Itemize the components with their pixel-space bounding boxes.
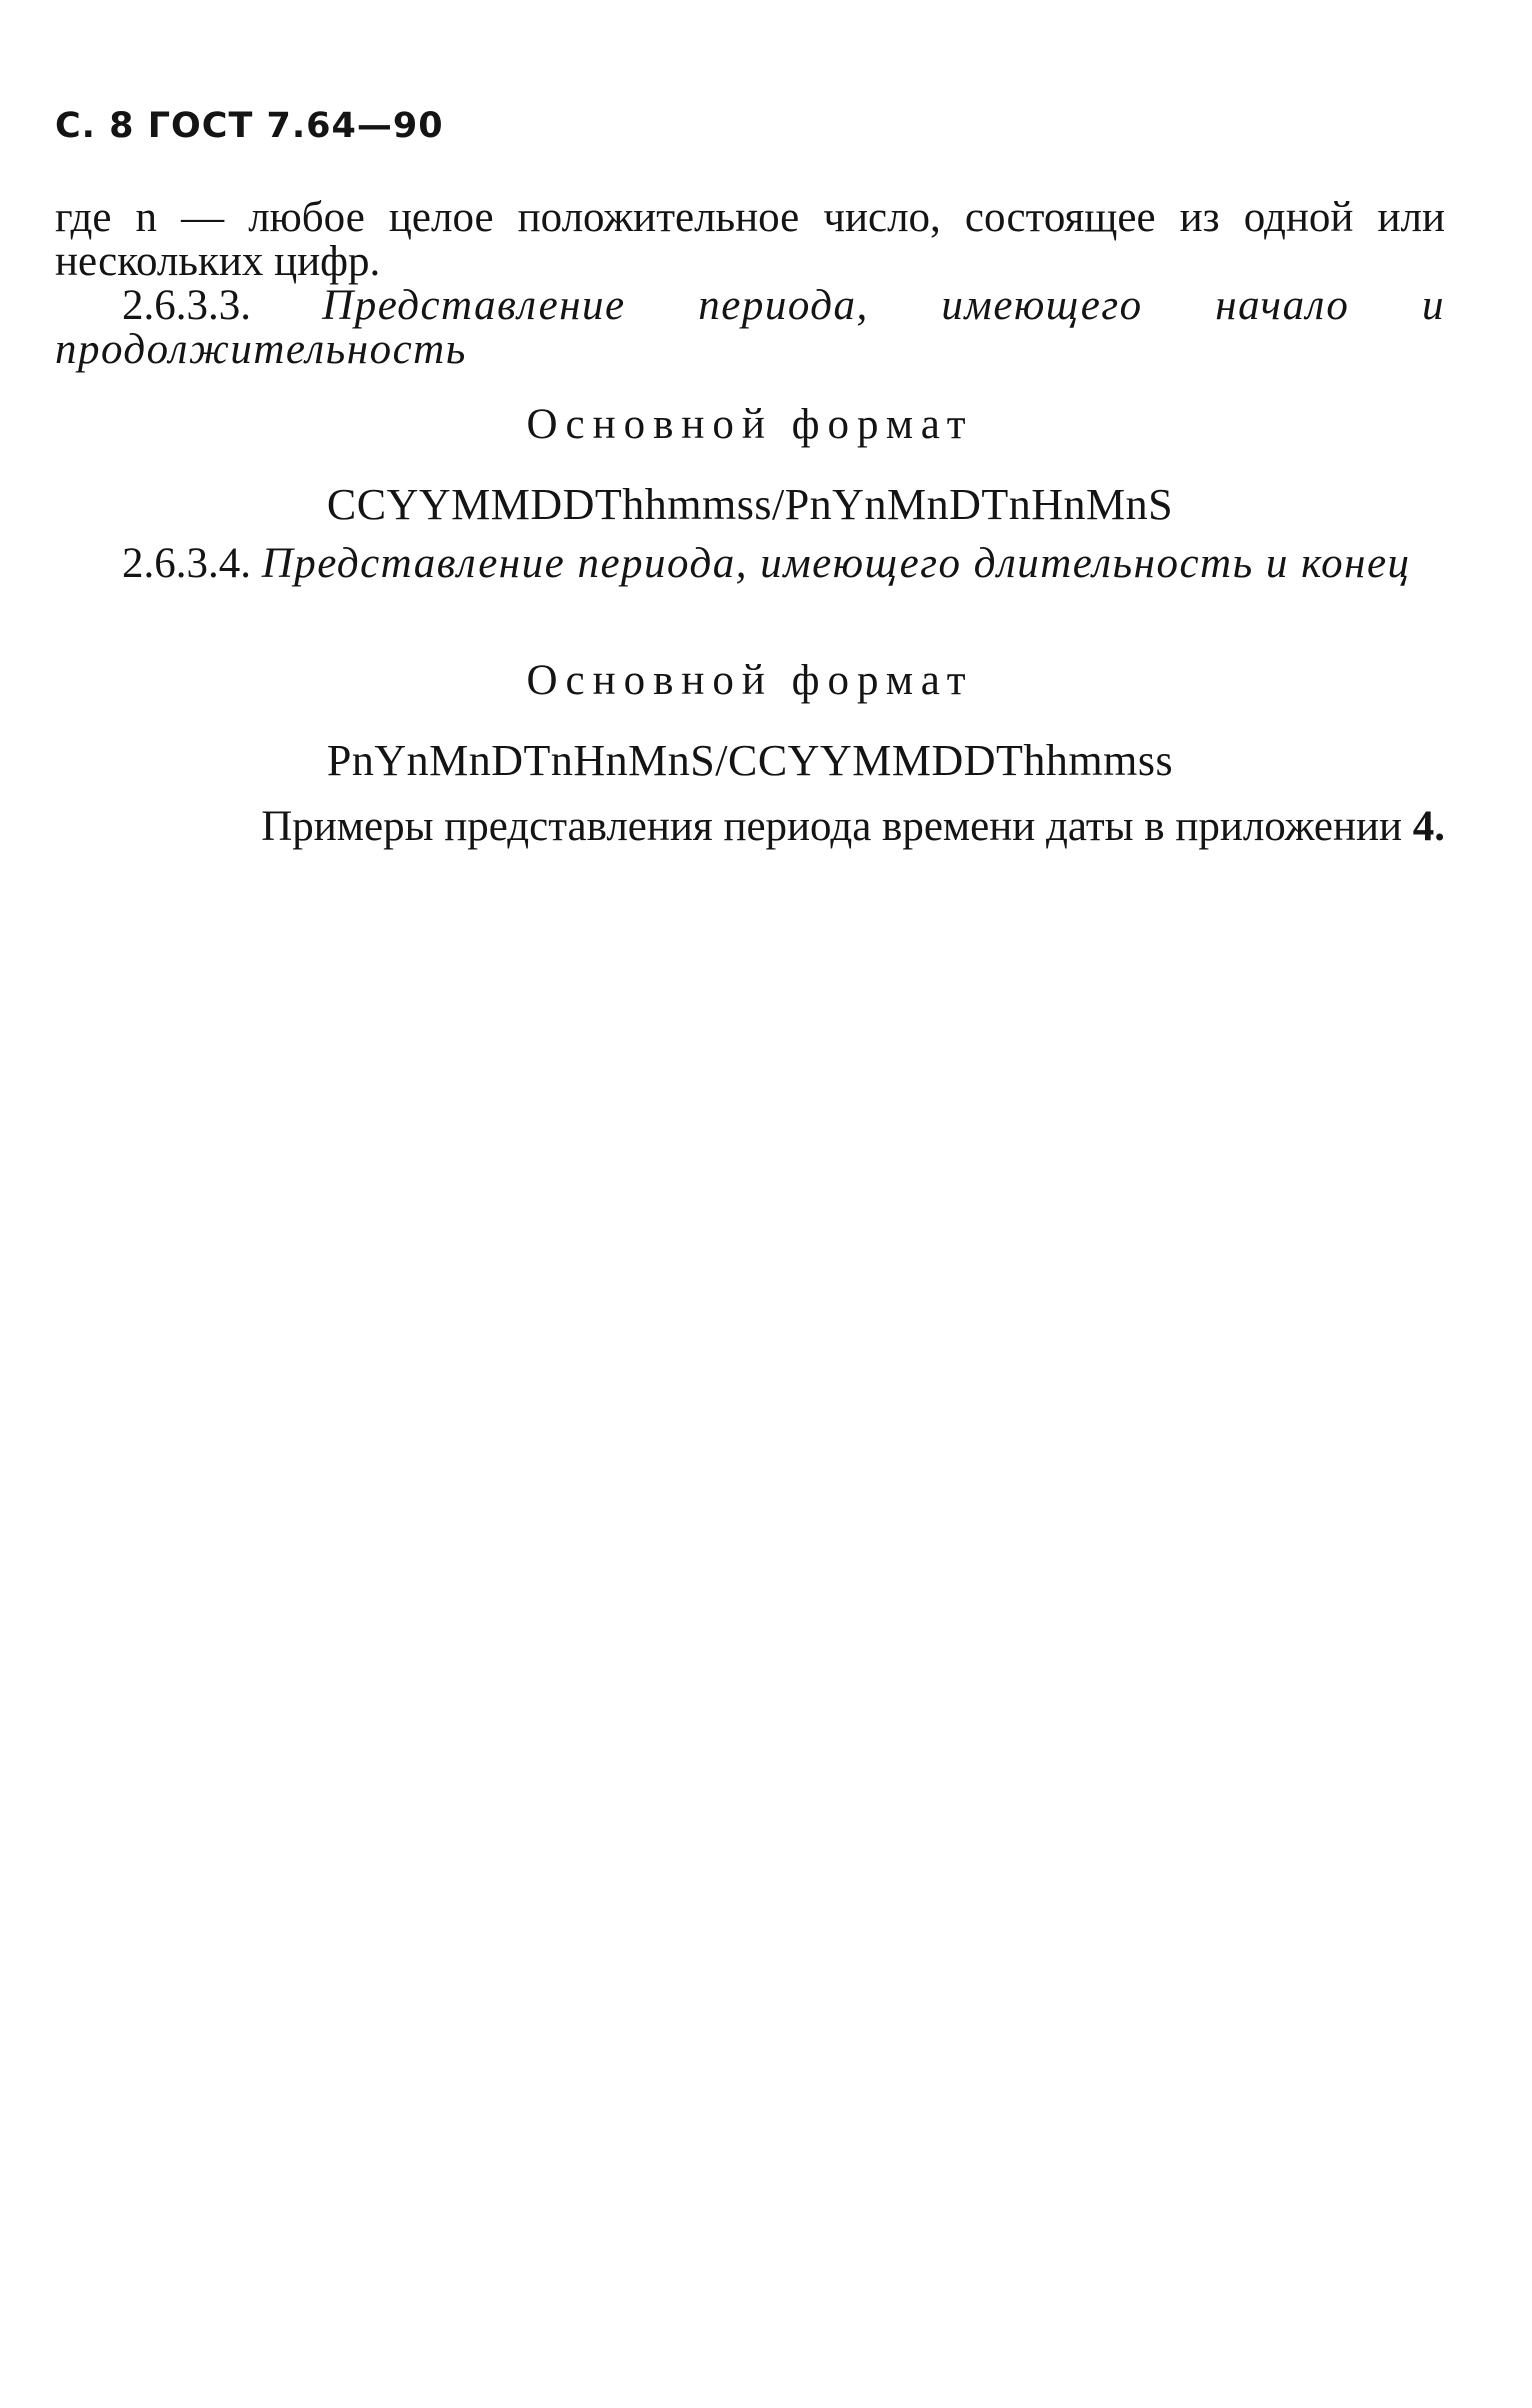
section-number: 2.6.3.4. bbox=[122, 540, 251, 587]
section-number: 2.6.3.3. bbox=[122, 282, 251, 329]
format-code: PnYnMnDTnHnMnS/CCYYMMDDThhmmss bbox=[326, 736, 1174, 785]
section-2-6-3-3-heading bbox=[55, 284, 1445, 372]
definition-paragraph: где n — любое целое положительное число, состоящее из одной или нескольких цифр. bbox=[55, 194, 1445, 285]
section-title: Представление периода, имеющего начало и продолжительность bbox=[55, 282, 1445, 373]
section-title: Представление периода, имеющего длительность и конец bbox=[261, 540, 1411, 587]
appendix-number: 4. bbox=[1412, 803, 1445, 850]
format-label: Основной формат bbox=[526, 657, 974, 704]
format-code: CCYYMMDDThhmmss/PnYnMnDTnHnMnS bbox=[326, 480, 1174, 529]
format-label: Основной формат bbox=[526, 401, 974, 448]
section-2-6-3-4-heading bbox=[55, 542, 1445, 586]
examples-reference bbox=[55, 802, 1445, 852]
examples-text: Примеры представления периода времени даты в приложении bbox=[261, 803, 1402, 850]
page-header: С. 8 ГОСТ 7.64—90 bbox=[55, 106, 444, 146]
